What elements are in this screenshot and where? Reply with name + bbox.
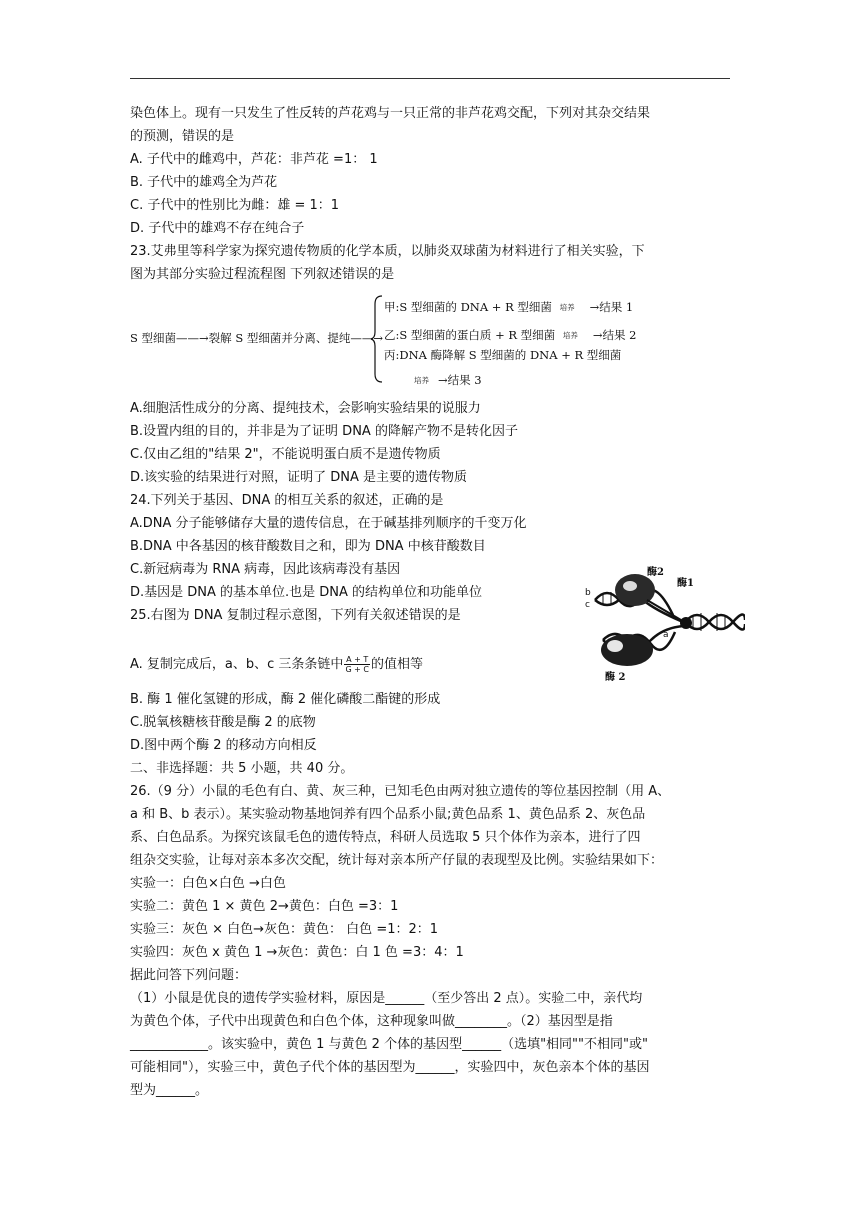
text-line: 系、白色品系。为探究该鼠毛色的遗传特点，科研人员选取 5 只个体作为亲本，进行了四 bbox=[130, 830, 641, 845]
text-line: a 和 B、b 表示）。某实验动物基地饲养有四个品系小鼠;黄色品系 1、黄色品系 2、灰色品 bbox=[130, 807, 646, 822]
section-heading: 二、非选择题：共 5 小题，共 40 分。 bbox=[130, 761, 354, 776]
culture-label: 培养 bbox=[562, 331, 578, 340]
option-c: C. 子代中的性别比为雌：雄 = 1：1 bbox=[130, 198, 340, 213]
dna-diagram bbox=[585, 560, 745, 685]
option-d: D.图中两个酶 2 的移动方向相反 bbox=[130, 738, 317, 753]
experiment-4: 实验四：灰色 x 黄色 1 →灰色：黄色：白 1 色 =3：4：1 bbox=[130, 945, 464, 960]
option-c: C.仅由乙组的"结果 2"，不能说明蛋白质不是遗传物质 bbox=[130, 447, 441, 462]
option-b: B. 酶 1 催化氢键的形成，酶 2 催化磷酸二酯键的形成 bbox=[130, 692, 441, 707]
option-b: B. 子代中的雄鸡全为芦花 bbox=[130, 175, 278, 190]
flow-bing: 丙:DNA 酶降解 S 型细菌的 DNA + R 型细菌 bbox=[384, 348, 622, 362]
strand-b-label: b bbox=[585, 588, 591, 598]
text-line: 据此问答下列问题： bbox=[130, 968, 248, 983]
strand-c-label: c bbox=[585, 600, 590, 610]
text-line: 可能相同"），实验三中，黄色子代个体的基因型为______，实验四中，灰色亲本个体的基因 bbox=[130, 1060, 650, 1075]
question-24: 24.下列关于基因、DNA 的相互关系的叙述，正确的是 bbox=[130, 493, 444, 508]
dna-replication-figure bbox=[585, 560, 745, 685]
option-c: C.新冠病毒为 RNA 病毒，因此该病毒没有基因 bbox=[130, 562, 401, 577]
enzyme1-label: 酶1 bbox=[677, 578, 694, 589]
option-a: A.DNA 分子能够储存大量的遗传信息，在于碱基排列顺序的千变万化 bbox=[130, 516, 527, 531]
text-line: 组杂交实验，让每对亲本多次交配，统计每对亲本所产仔鼠的表现型及比例。实验结果如下： bbox=[130, 853, 664, 868]
question-26: 26.（9 分）小鼠的毛色有白、黄、灰三种，已知毛色由两对独立遗传的等位基因控制（用 A、 bbox=[130, 784, 671, 799]
culture-label: 培养 bbox=[414, 376, 429, 385]
experiment-3: 实验三：灰色 × 白色→灰色：黄色： 白色 =1：2：1 bbox=[130, 922, 439, 937]
option-a: A.细胞活性成分的分离、提纯技术，会影响实验结果的说服力 bbox=[130, 401, 481, 416]
enzyme2-top-label: 酶2 bbox=[647, 567, 664, 578]
ratio-fraction: $\frac{A + T}{G + C}$ bbox=[345, 655, 370, 674]
option-d: D. 子代中的雄鸡不存在纯合子 bbox=[130, 221, 305, 236]
flow-bing-result: 培养 →结果 3 bbox=[414, 373, 482, 387]
text-line: 型为______。 bbox=[130, 1083, 209, 1098]
strand-a-label: a bbox=[663, 630, 669, 640]
option-d: D.该实验的结果进行对照，证明了 DNA 是主要的遗传物质 bbox=[130, 470, 468, 485]
option-a: A. 子代中的雌鸡中，芦花：非芦花 =1： 1 bbox=[130, 152, 378, 167]
experiment-1: 实验一：白色×白色 →白色 bbox=[130, 876, 286, 891]
text-line: 的预测，错误的是 bbox=[130, 129, 235, 144]
culture-label: 培养 bbox=[559, 303, 575, 312]
enzyme2-bottom-label: 酶 2 bbox=[605, 672, 626, 683]
question-23: 23.艾弗里等科学家为探究遗传物质的化学本质，以肺炎双球菌为材料进行了相关实验，下 bbox=[130, 244, 645, 259]
option-b: B.DNA 中各基因的核苷酸数目之和，即为 DNA 中核苷酸数目 bbox=[130, 539, 486, 554]
text-line: （1）小鼠是优良的遗传学实验材料，原因是______（至少答出 2 点）。实验二中，亲代均 bbox=[130, 991, 643, 1006]
option-c: C.脱氧核糖核苷酸是酶 2 的底物 bbox=[130, 715, 316, 730]
flow-yi: 乙:S 型细菌的蛋白质 + R 型细菌 培养 →结果 2 bbox=[384, 328, 637, 342]
experiment-2: 实验二：黄色 1 × 黄色 2→黄色：白色 =3：1 bbox=[130, 899, 399, 914]
flow-start: S 型细菌——→裂解 S 型细菌并分离、提纯——→ bbox=[130, 331, 383, 345]
header-rule bbox=[130, 78, 730, 79]
text-line: 染色体上。现有一只发生了性反转的芦花鸡与一只正常的非芦花鸡交配，下列对其杂交结果 bbox=[130, 106, 651, 121]
question-23-cont: 图为其部分实验过程流程图 下列叙述错误的是 bbox=[130, 267, 395, 282]
option-a: A. 复制完成后，a、b、c 三条条链中 $\frac{A + T}{G + C}$ 的值相等 bbox=[130, 655, 424, 674]
flow-brace bbox=[370, 294, 384, 384]
text-line: ____________。该实验中，黄色 1 与黄色 2 个体的基因型______（选填"相同""不相同"或" bbox=[130, 1037, 648, 1052]
flow-jia: 甲:S 型细菌的 DNA + R 型细菌 培养 →结果 1 bbox=[384, 300, 634, 314]
text-line: 为黄色个体，子代中出现黄色和白色个体，这种现象叫做________。（2）基因型是指 bbox=[130, 1014, 613, 1029]
question-25: 25.右图为 DNA 复制过程示意图，下列有关叙述错误的是 bbox=[130, 608, 461, 623]
option-b: B.设置内组的目的，并非是为了证明 DNA 的降解产物不是转化因子 bbox=[130, 424, 518, 439]
option-d: D.基因是 DNA 的基本单位.也是 DNA 的结构单位和功能单位 bbox=[130, 585, 483, 600]
